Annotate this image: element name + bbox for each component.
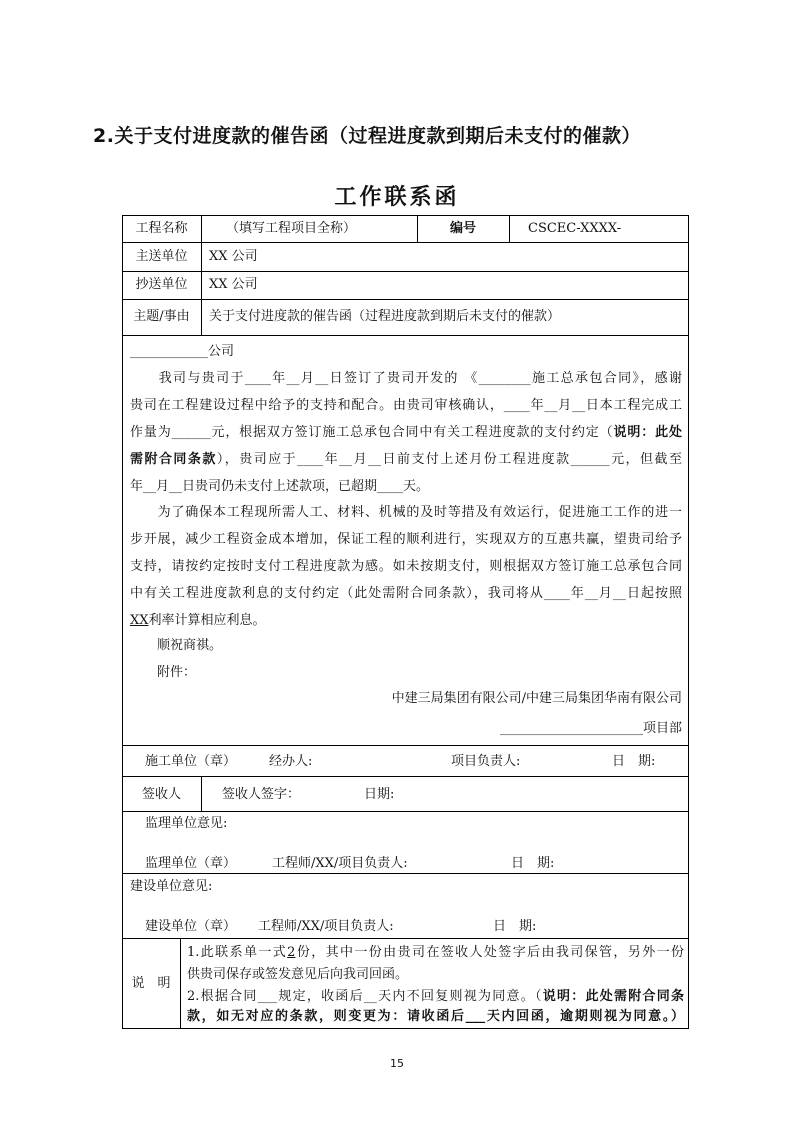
signature-department: ______________________项目部 bbox=[499, 721, 682, 736]
main-unit-label: 主送单位 bbox=[135, 249, 188, 264]
section-title: 2.关于支付进度款的催告函（过程进度款到期后未支付的催款） bbox=[93, 125, 641, 147]
subject-label: 主题/事由 bbox=[133, 309, 190, 324]
supervision-opinion: 监理单位意见: bbox=[145, 816, 228, 831]
number-label: 编号 bbox=[449, 221, 476, 236]
subject-value: 关于支付进度款的催告函（过程进度款到期后未支付的催款） bbox=[209, 309, 561, 324]
project-name-label: 工程名称 bbox=[135, 221, 188, 236]
notes-label: 说 明 bbox=[131, 976, 171, 991]
form-title: 工作联系函 bbox=[334, 185, 460, 210]
supervision-date: 日 期: bbox=[511, 856, 555, 871]
project-leader: 项目负责人: bbox=[451, 754, 521, 769]
main-unit-value: XX 公司 bbox=[209, 249, 258, 264]
project-name-value: （填写工程项目全称） bbox=[226, 221, 357, 236]
letter-paragraph-1: 我司与贵司于____年__月__日签订了贵司开发的 《________施工总承包合同》，感谢 贵司在工程建设过程中给予的支持和配合。由贵司审核确认，____年__月__日本工程完成工 作量为______元，根据双方签订施工总承包合同中有关工程进度款的支付约定（说明：此处 需附合同条款），贵司应于____年__月__日前支付上述月份工程进度款______元，但截至 年__月__日贵司仍未支付上述款项，已超期____天。 bbox=[130, 371, 682, 494]
note-line-3: 2.根据合同___规定，收函后__天内不回复则视为同意。（说明：此处需附合同条 bbox=[187, 989, 684, 1004]
cc-unit-label: 抄送单位 bbox=[135, 277, 188, 292]
page-number: 15 bbox=[390, 1057, 404, 1070]
owner-unit: 建设单位（章） bbox=[145, 919, 237, 934]
number-value: CSCEC-XXXX- bbox=[528, 221, 622, 236]
receiver-sign: 签收人签字： bbox=[222, 787, 301, 802]
supervision-unit: 监理单位（章） bbox=[145, 856, 237, 871]
signature-company: 中建三局集团有限公司/中建三局集团华南有限公司 bbox=[391, 691, 682, 706]
attachment: 附件： bbox=[157, 665, 197, 680]
receiver-date: 日期: bbox=[364, 787, 395, 802]
note-line-1: 1.此联系单一式2份，其中一份由贵司在签收人处签字后由我司保管，另外一份 bbox=[187, 945, 684, 960]
note-line-2: 供贵司保存或签发意见后向我司回函。 bbox=[187, 967, 409, 982]
owner-date: 日 期: bbox=[493, 919, 537, 934]
receiver-label: 签收人 bbox=[141, 787, 181, 802]
construction-date: 日 期: bbox=[612, 754, 656, 769]
salutation: ____________公司 bbox=[130, 344, 235, 359]
letter-paragraph-2: 为了确保本工程现所需人工、材料、机械的及时等措及有效运行，促进施工工作的进一 步开展，减少工程资金成本增加，保证工程的顺利进行，实现双方的互惠共赢，望贵司给予 支持，请按约定按时支付工程进度款为感。如未按期支付，则根据双方签订施工总承包合同 中有关工程进度款利息的支付约定（此处需附合同条款），我司将从____年__月__日起按照 XX利率计算相应利息。 bbox=[130, 505, 682, 628]
handler: 经办人: bbox=[269, 754, 313, 769]
cc-unit-value: XX 公司 bbox=[209, 277, 258, 292]
closing: 顺祝商祺。 bbox=[157, 638, 223, 653]
note-line-4: 款，如无对应的条款，则变更为：请收函后___天内回函，逾期则视为同意。） bbox=[187, 1009, 684, 1024]
owner-opinion: 建设单位意见: bbox=[130, 879, 213, 894]
construction-unit: 施工单位（章） bbox=[145, 754, 237, 769]
owner-engineer: 工程师/XX/项目负责人: bbox=[258, 919, 394, 934]
supervision-engineer: 工程师/XX/项目负责人: bbox=[272, 856, 408, 871]
